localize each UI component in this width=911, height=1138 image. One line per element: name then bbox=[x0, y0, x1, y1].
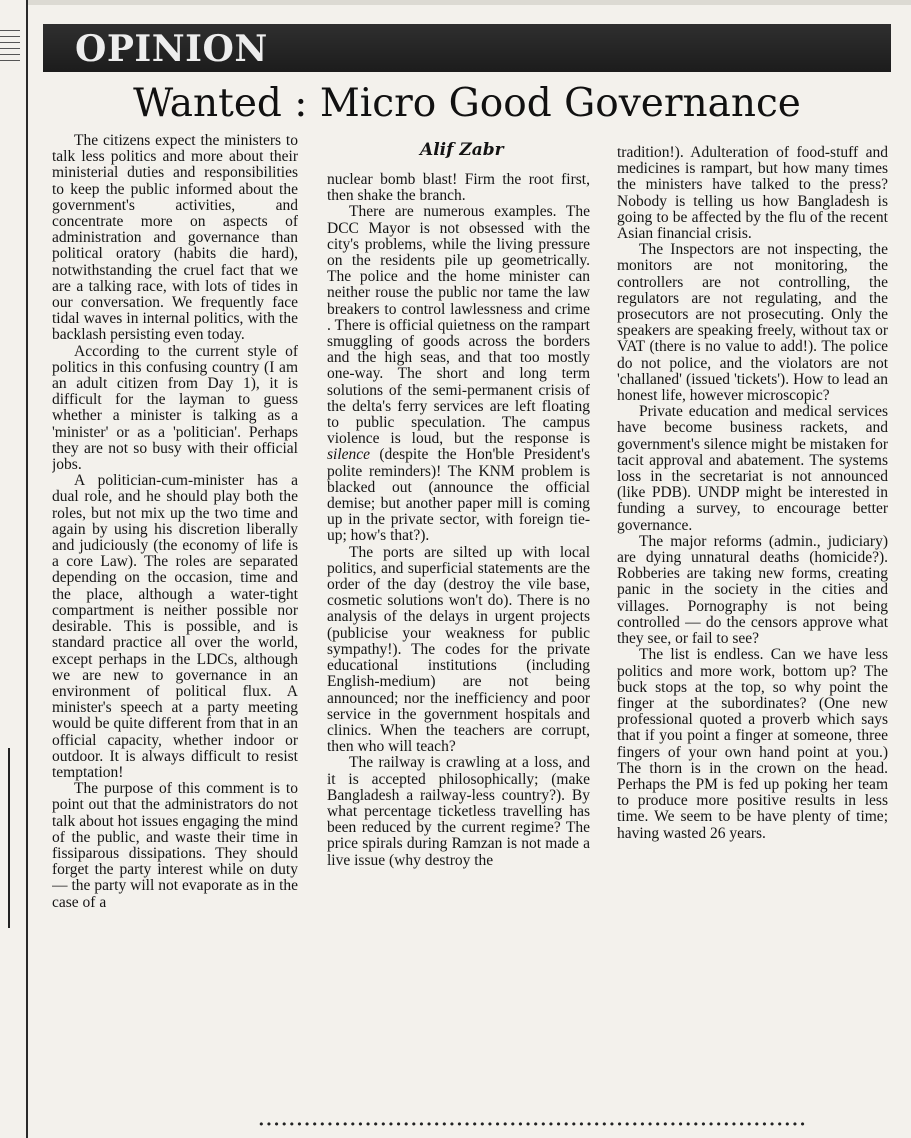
page-top-edge bbox=[26, 0, 911, 5]
paragraph: The ports are silted up with local politics, and superficial statements are the order of the day (destroy the vile base, cosmetic solutions won't do). There is no analysis of the delays in urgent projects (publicise your weakness for public sympathy!). The codes for the private educational institutions (including English-medium) are not being announced; nor the inefficiency and poor service in the government hospitals and clinics. When the teachers are corrupt, then who will teach? bbox=[327, 543, 590, 756]
adjacent-column-margin bbox=[0, 0, 28, 1138]
article-headline: Wanted : Micro Good Governance bbox=[133, 81, 801, 126]
paragraph: The Inspectors are not inspecting, the monitors are not monitoring, the controllers are not controlling, the regulators are not regulating, and the prosecutors are not prosecuting. Only the speakers are speaking freely, without tax or VAT (there is no value to add!). The police do not police, and the violators are not 'challaned' (issued 'tickets'). How to lead an honest life, however microscopic? bbox=[617, 241, 888, 405]
paragraph: The railway is crawling at a loss, and it is accepted philosophically; (make Bangladesh a railway-less country?). By what percentage ticketless travelling has been reduced by the current regime? The price spirals during Ramzan is not made a live issue (why destroy the bbox=[327, 754, 590, 869]
dotted-rule: •••••••••••••••••••••••••••••••••••••••••••••••••••••••••••••••••••••••• bbox=[258, 1118, 807, 1131]
paragraph-text: (despite the Hon'ble President's polite reminders)! The KNM problem is blacked out (announce the official demise; but another paper mill is coming up in the private sector, with foreign tie-up; how's that?). bbox=[327, 446, 590, 545]
paragraph: tradition!). Adulteration of food-stuff and medicines is rampart, but how many times the ministers have talked to the press? Nobody is telling us how Bangladesh is going to be affected by the flu of the recent Asian financial crisis. bbox=[617, 145, 888, 243]
margin-tick bbox=[0, 36, 20, 37]
paragraph: The list is endless. Can we have less politics and more work, bottom up? The buck stops at the top, so why point the finger at the subordinates? (One new professional quoted a proverb which says that if you point a finger at someone, three fingers of your own hand point at you.) The thorn is in the crown on the head. Perhaps the PM is fed up poking her team to produce more positive results in less time. We seem to be have plenty of time; having wasted 26 years. bbox=[617, 646, 888, 842]
article-byline: Alif Zabr bbox=[420, 140, 504, 160]
margin-tick bbox=[0, 48, 20, 49]
article-column-2 bbox=[327, 172, 590, 1112]
margin-tick bbox=[0, 54, 20, 55]
section-banner bbox=[43, 24, 891, 72]
paragraph: The purpose of this comment is to point out that the administrators do not talk about hot issues engaging the mind of the public, and waste their time in fissiparous dissipations. They should forget the party interest while on duty — the party will not evaporate as in the case of a bbox=[52, 780, 298, 911]
paragraph bbox=[327, 204, 590, 544]
article-column-3 bbox=[617, 145, 888, 1113]
paragraph: The major reforms (admin., judiciary) are dying unnatural deaths (homicide?). Robberies are taking new forms, creating panic in the society in the cities and villages. Pornography is not being controlled — do the censors approve what they see, or fail to see? bbox=[617, 532, 888, 648]
paragraph: Private education and medical services have become business rackets, and government's silence might be mistaken for tacit approval and abatement. The systems loss in the secretariat is not announced (like PDB). UNDP might be interested in funding a survey, to encourage better governance. bbox=[617, 403, 888, 534]
margin-tick bbox=[0, 30, 20, 31]
margin-tick bbox=[0, 60, 20, 61]
paragraph: nuclear bomb blast! Firm the root first, then shake the branch. bbox=[327, 172, 590, 205]
margin-tick bbox=[0, 42, 20, 43]
margin-bracket bbox=[0, 748, 10, 928]
paragraph: According to the current style of politics in this confusing country (I am an adult citizen from Day 1), it is difficult for the layman to guess whether a minister is talking as a 'minister' or as a 'politician'. Perhaps they are not so busy with their official jobs. bbox=[52, 342, 298, 474]
paragraph-text: There are numerous examples. The DCC Mayor is not obsessed with the city's problems, while the living pressure on the residents pile up geometrically. The police and the home minister can neither rouse the public nor tame the law breakers to control lawlessness and crime . There is official quietness on the rampart smuggling of goods across the borders and the high seas, and that too mostly one-way. The short and long term solutions of the semi-permanent crisis of the delta's ferry services are left floating to public speculation. The campus violence is loud, but the response is bbox=[327, 203, 590, 448]
emphasis-text: silence bbox=[327, 446, 371, 464]
section-label: OPINION bbox=[75, 28, 268, 70]
article-column-1 bbox=[52, 133, 298, 1109]
paragraph: The citizens expect the ministers to talk less politics and more about their ministerial duties and responsibilities to keep the public informed about the government's activities, and concentrate more on aspects of administration and governance than political oratory (habits die hard), notwithstanding the cruel fact that we are a talking race, with lots of tides in our conversation. We frequently face tidal waves in internal politics, with the backlash persisting even today. bbox=[52, 133, 298, 344]
paragraph: A politician-cum-minister has a dual role, and he should play both the roles, but not mix up the two time and again by using his discretion liberally and judiciously (the economy of life is a core Law). The roles are separated depending on the occasion, time and the place, although a water-tight compartment is neither possible nor desirable. This is possible, and is standard practice all over the world, except perhaps in the LDCs, although we are new to governance in an environment of political flux. A minister's speech at a party meeting would be quite different from that in an official capacity, whether indoor or outdoor. It is always difficult to resist temptation! bbox=[52, 472, 298, 781]
